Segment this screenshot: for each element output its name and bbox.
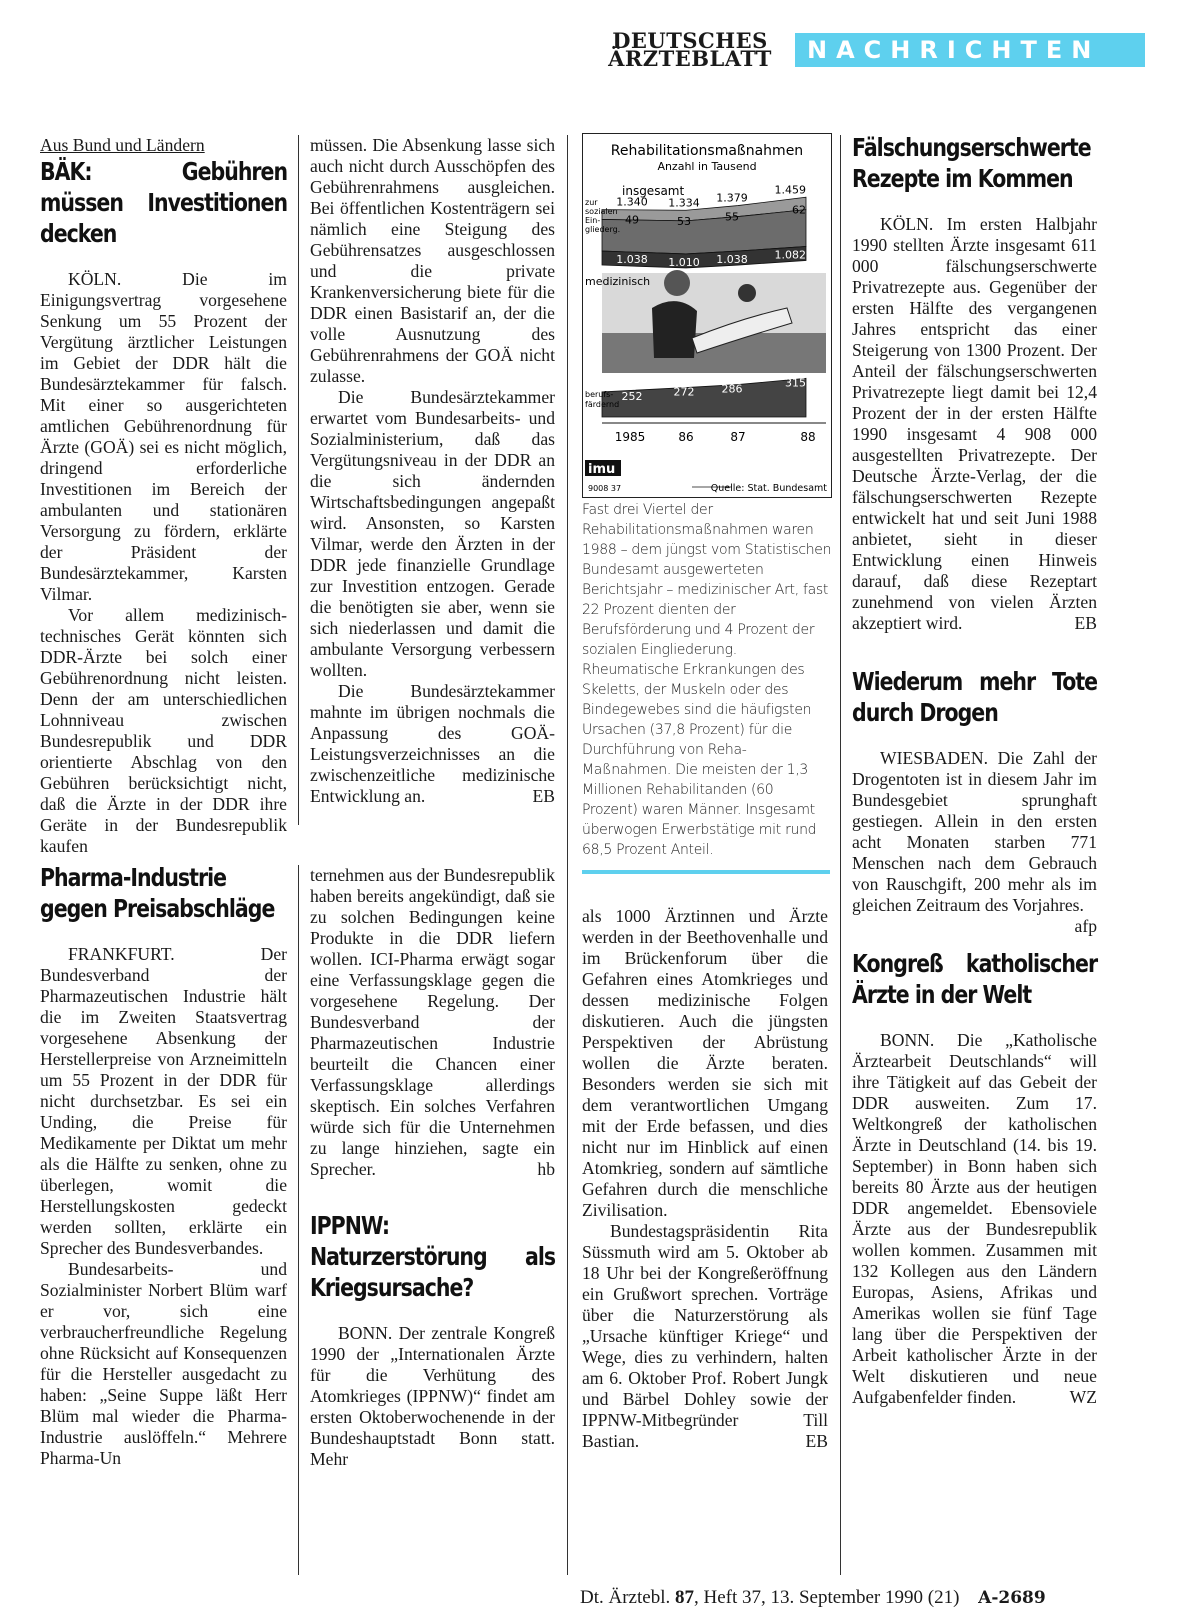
x-tick-label: 1985 [614,430,646,444]
paragraph: müssen. Die Absenkung lasse sich auch nicht durch Ausschöpfen des Gebührenrahmens ausgleichen. Bei öffentlichen Kostenträgern sei nämlich eine Steigung des Gebührensatzes ausgeschlossen und die private Krankenversicherung biete für die DDR einen Basistarif an, der die volle Ausnutzung des Gebührenrahmens der GOÄ nicht zulasse. [310,135,555,386]
value-berufsfoerdernd: 286 [721,382,743,396]
label-medizinisch: medizinisch [585,275,651,288]
column-rule [298,135,299,825]
value-medizinisch: 1.038 [716,253,748,267]
rehab-chart [582,133,832,498]
paragraph: KÖLN. Die im Einigungsvertrag vorgesehene Senkung um 55 Prozent der Vergütung ärztlicher Leistungen im Gebiet der DDR hält die Bundesärztekammer für falsch. Mit einer so ausgerichteten amtlichen Gebührenordnung für Ärzte (GOÄ) sei es nicht möglich, dringend erforderliche Investitionen im Bereich der ambulanten und stationären Versorgung zu fördern, erklärte der Präsident der Bundesärztekammer, Karsten Vilmar. [40,269,287,604]
paragraph: als 1000 Ärztinnen und Ärzte werden in der Beethovenhalle und im Brückenforum über die Gefahren eines Atomkrieges und dessen medizinische Folgen diskutieren. Auch die jüngsten Perspektiven der Abrüstung wollen die Ärzte beraten. Besonders werden sie sich mit dem verantwortlichen Umgang mit der Erde befassen, und dies nicht nur im Hinblick auf einen Atomkrieg, sondern auf sämtliche Gefahren durch die menschliche Zivilisation. [582,906,828,1220]
paragraph-text: Bundestagspräsidentin Rita Süssmuth wird am 5. Oktober ab 18 Uhr bei der Kongreßeröffnung ein Grußwort sprechen. Vorträge über die Naturzerstörung als „Ursache künftiger Kriege“ und Wege, dies zu verhindern, halten am 6. Oktober Prof. Robert Jungk und Bärbel Dohley sowie der IPPNW-Mitbegründer Till Bastian. [582,1221,828,1451]
value-sozial: 62 [792,203,806,217]
value-medizinisch: 1.082 [774,248,806,262]
value-insgesamt: 1.379 [716,191,748,205]
value-sozial: 49 [625,213,639,227]
chart-caption [582,500,832,860]
paragraph-text: WIESBADEN. Die Zahl der Drogentoten ist in diesem Jahr im Bundesgebiet sprunghaft gestiegen. Allein in den ersten acht Monaten starben 771 Menschen nach dem Gebrauch von Rauschgift, 200 mehr als im gleichen Zeitraum des Vorjahres. [852,748,1097,915]
column-1 [40,135,287,857]
headline-pharma: Pharma-Industrie gegen Preisabschläge [40,863,275,923]
paragraph-text: BONN. Die „Katholische Ärztearbeit Deutschlands“ will ihre Tätigkeit auf das Gebeit der DDR ausweiten. Zum 17. Weltkongreß der katholischen Ärzte in Deutschland (14. bis 19. September) in Bonn haben sich bereits 80 Ärzte aus der heutigen DDR angemeldet. Ebensoviele Ärzte aus der Bundesrepublik wollen kommen. Zusammen mit 132 Kollegen aus den Ländern Europas, Asiens, Afrikas und Amerikas wollen sie fünf Tage lang über die Perspektiven der Arbeit katholischer Ärzte in der Welt diskutieren und neue Aufgabenfelder finden. [852,1030,1097,1407]
headline-ippnw: IPPNW: Naturzerstörung als Kriegsursache? [310,1211,556,1302]
value-berufsfoerdernd: 315 [785,376,806,390]
caption-text: Fast drei Viertel der Rehabilitationsmaßnahmen waren 1988 – dem jüngst vom Statistischen Bundesamt ausgewerteten Berichtsjahr – medizinischer Art, fast 22 Prozent dienten der Berufsförderung und 4 Prozent der sozialen Eingliederung. Rheumatische Erkrankungen des Skeletts, der Muskeln oder des Bindegewebes sind die häufigsten Ursachen (37,8 Prozent) für die Durchführung von Reha-Maßnahmen. Die meisten der 1,3 Millionen Rehabilitanden (60 Prozent) waren Männer. Insgesamt überwogen Erwerbstätige mit rund 68,5 Prozent Anteil. [582,502,832,858]
signature: EB [1074,613,1097,633]
paragraph: Die Bundesärztekammer erwartet vom Bundesarbeits- und Sozialministerium, daß das Vergütungsniveau in der DDR an die sich ändernden Wirtschaftsbedingungen angepaßt wird. Ansonsten, so Karsten Vilmar, werde den Ärzten in der DDR jede finanzielle Grundlage zur Investition entzogen. Gerade die benötigten sie aber, wenn sie sich niederlassen und damit die ambulante Versorgung verbessern wollten. [310,387,555,680]
chart-subtitle: Anzahl in Tausend [657,160,757,173]
column-1-lower [40,862,287,1469]
masthead-logo [605,28,775,71]
page-footer [580,1587,1046,1609]
label-berufsfoerdernd: berufs- [585,390,614,399]
signature: EB [532,786,555,806]
label-insgesamt: insgesamt [622,184,685,198]
imu-logo-text: imu [588,462,616,477]
chart-source: Quelle: Stat. Bundesamt [710,483,827,494]
column-rule [840,135,841,1575]
column-4 [852,132,1097,1408]
label-sozial: sozialen [585,207,618,216]
value-insgesamt: 1.334 [668,196,700,210]
paragraph [310,681,555,807]
value-sozial: 53 [677,214,691,228]
footer-volume: 87 [674,1587,694,1608]
masthead-line2: ÄRZTEBLATT [608,46,772,71]
paragraph-text: Die Bundesärztekammer mahnte im übrigen nochmals die Anpassung des GOÄ-Leistungsverzeichnisses an die zwischenzeitliche medizinische Entwicklung an. [310,681,555,806]
paragraph [582,1221,828,1452]
paragraph [852,1030,1097,1408]
column-2-lower [310,865,555,1470]
column-3-lower [582,906,828,1452]
x-tick-label: 86 [678,430,694,444]
signature: afp [1074,916,1097,936]
value-sozial: 55 [725,210,739,224]
label-berufsfoerdernd: färdernd [585,400,620,409]
section-divider [582,870,830,874]
column-rule [298,865,299,1575]
label-sozial: zur [585,198,598,207]
section-tag: NACHRICHTEN [795,33,1145,67]
value-insgesamt: 1.459 [774,183,806,197]
paragraph: BONN. Der zentrale Kongreß 1990 der „Internationalen Ärzte für die Verhütung des Atomkrieges (IPPNW)“ findet am ersten Oktoberwochenende in der Bundeshauptstadt Bonn statt. Mehr [310,1323,555,1469]
signature: hb [537,1159,555,1179]
chart-code: 9008 37 [588,484,622,493]
paragraph [310,865,555,1180]
illustration-figure [652,301,697,358]
headline-drogen: Wiederum mehr Tote durch Drogen [852,667,1098,727]
x-tick-label: 87 [730,430,746,444]
headline-rezepte: Fälschungserschwerte Rezepte im Kommen [852,133,1091,193]
label-sozial: Ein- [585,216,601,225]
paragraph: Vor allem medizinisch-technisches Gerät könnten sich DDR-Ärzte bei solch einer Gebührenordnung nicht leisten. Denn der am unterschiedlichen Lohnniveau zwischen Bundesrepublik und DDR orientierte Abschlag von den Gebühren berücksichtigt nicht, daß die Ärzte in der DDR ihre Geräte in der Bundesrepublik kaufen [40,605,287,856]
label-sozial: gliederg. [585,225,621,234]
masthead-line1: DEUTSCHES [612,28,768,53]
signature: WZ [1069,1387,1097,1407]
footer-issue: , Heft 37, 13. September 1990 (21) [693,1587,960,1608]
chart-title: Rehabilitationsmaßnahmen [610,143,804,159]
value-medizinisch: 1.010 [668,255,700,269]
illustration-hand [738,284,756,302]
footer-journal: Dt. Ärztebl. [580,1587,671,1608]
value-medizinisch: 1.038 [616,253,648,267]
x-tick-label: 88 [800,430,816,444]
paragraph-text: KÖLN. Im ersten Halbjahr 1990 stellten Ärzte insgesamt 611 000 fälschungserschwerte Privatrezepte aus. Gegenüber der ersten Hälfte des vergangenen Jahres entspricht das einer Steigerung von 1300 Prozent. Der Anteil der fälschungserschwerten Privatrezepte liegt damit bei 12,4 Prozent der in der ersten Hälfte 1990 insgesamt 4 908 000 ausgestellten Privatrezepte. Der Deutsche Ärzte-Verlag, der die fälschungserschwerten Rezepte entwickelt hat und seit Juni 1988 anbietet, sieht in dieser Entwicklung einen Hinweis darauf, daß diese Rezeptart zunehmend von vielen Ärzten akzeptiert wird. [852,214,1097,633]
paragraph: FRANKFURT. Der Bundesverband der Pharmazeutischen Industrie hält die im Zweiten Staatsvertrag vorgesehene Absenkung der Herstellerpreise von Arzneimitteln um 55 Prozent in der DDR für nicht durchsetzbar. Es sei ein Unding, die Preise für Medikamente per Diktat um mehr als die Hälfte zu senken, ohne zu überlegen, womit die Herstellungskosten gedeckt werden sollten, erklärte ein Sprecher des Bundesverbandes. [40,944,287,1258]
paragraph-text: ternehmen aus der Bundesrepublik haben bereits angekündigt, daß sie zu solchen Bedingungen keine Produkte in die DDR liefern wollen. ICI-Pharma erwägt sogar eine Verfassungsklage gegen die vorgesehene Regelung. Der Bundesverband der Pharmazeutischen Industrie beurteilt die Chancen einer Verfassungsklage allerdings skeptisch. Ein solches Verfahren würde sich für die Unternehmen zu lange hinziehen, sagte ein Sprecher. [310,865,555,1179]
paragraph [852,214,1097,634]
paragraph [852,748,1097,936]
headline-kongress: Kongreß katholischer Ärzte in der Welt [852,949,1098,1009]
illustration-head [664,270,690,296]
page-number: A-2689 [978,1588,1046,1608]
headline-baek: BÄK: Gebühren müssen Investitionen decken [40,157,288,248]
column-2 [310,135,555,807]
value-berufsfoerdernd: 272 [673,385,695,399]
kicker: Aus Bund und Ländern [40,135,205,155]
signature: EB [805,1431,828,1451]
paragraph: Bundesarbeits- und Sozialminister Norbert Blüm warf er vor, sich eine verbraucherfreundliche Regelung ohne Rücksicht auf Konsequenzen für die Hersteller ausgedacht zu haben: „Seine Suppe läßt Herr Blüm mal wieder die Pharma-Industrie auslöffeln.“ Mehrere Pharma-Un [40,1259,287,1468]
column-rule [567,135,568,1575]
value-insgesamt: 1.340 [616,195,648,209]
value-berufsfoerdernd: 252 [621,389,643,403]
